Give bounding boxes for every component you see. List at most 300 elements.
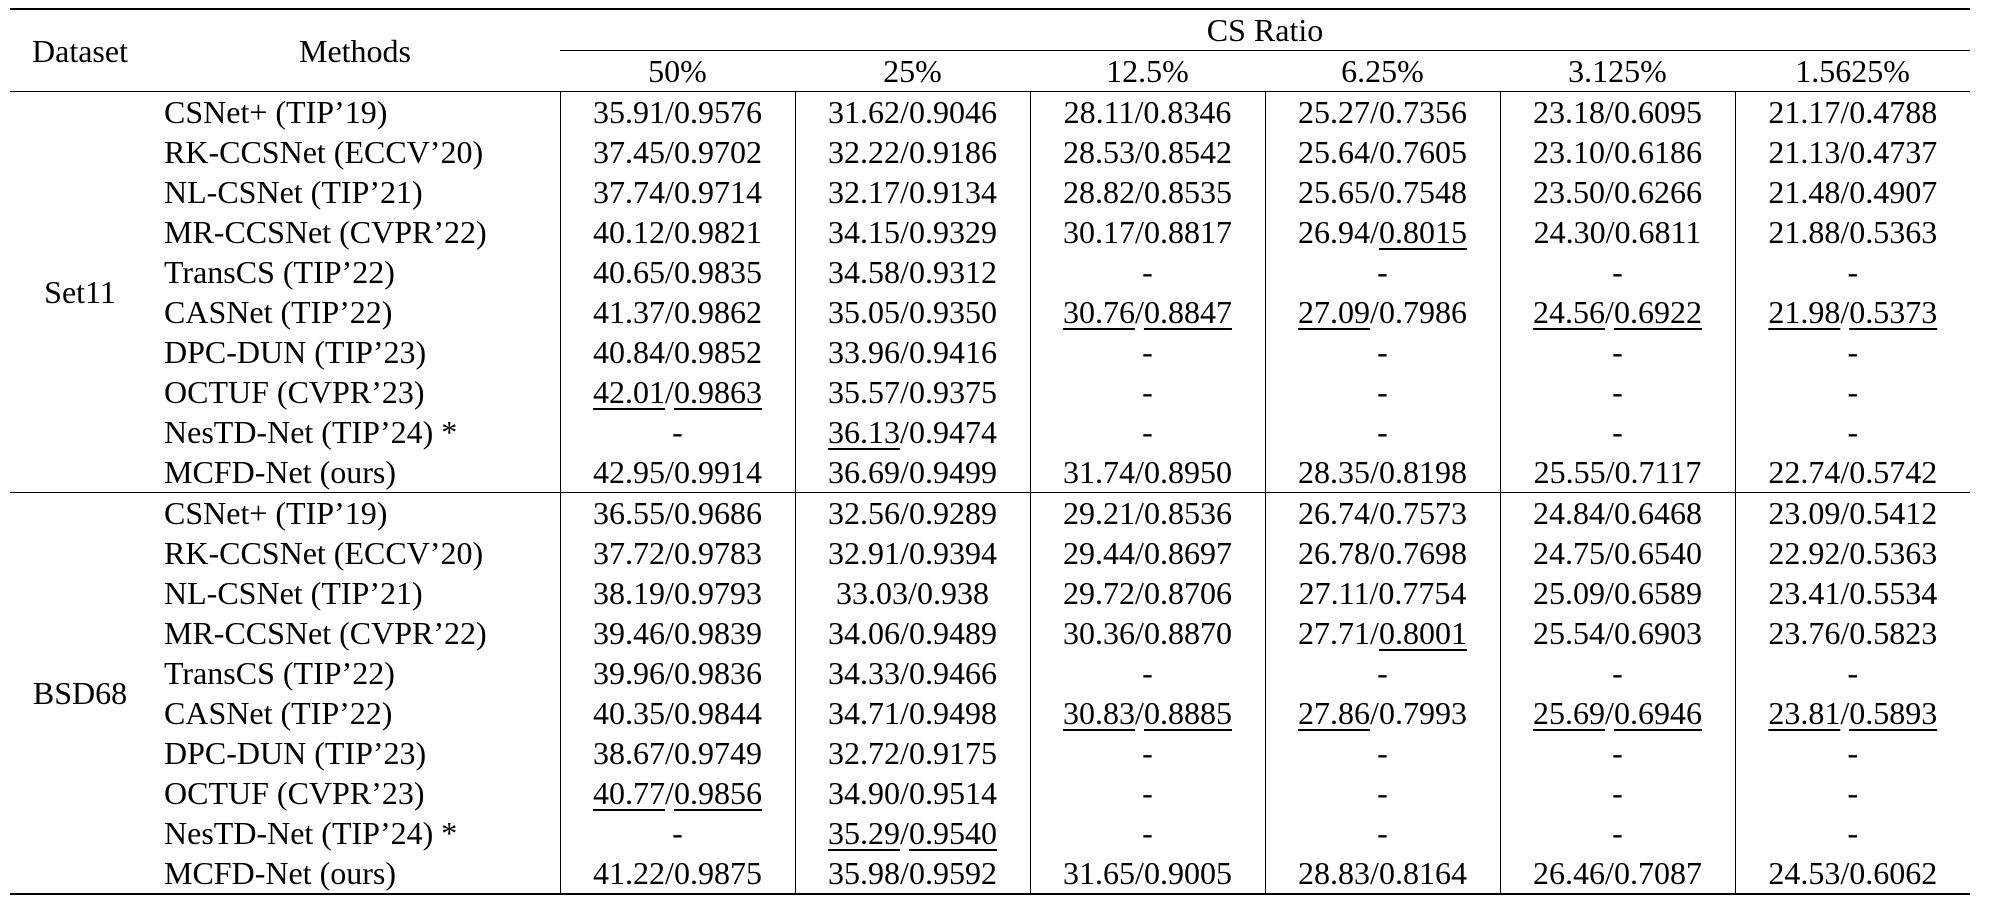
method-name: MCFD-Net (ours) [150, 853, 560, 894]
ssim-value: 0.9844 [673, 695, 762, 731]
ssim-value: 0.5373 [1849, 294, 1938, 330]
metric-separator: / [1840, 535, 1850, 571]
method-name: CASNet (TIP’22) [150, 693, 560, 733]
ssim-value: 0.9499 [908, 454, 997, 490]
metric-cell [1735, 92, 1970, 133]
metric-cell [1265, 733, 1500, 773]
ssim-value: 0.6589 [1613, 575, 1702, 611]
metric-cell [795, 132, 1030, 172]
metric-cell [560, 533, 795, 573]
table-row [10, 533, 1970, 573]
table-row [10, 813, 1970, 853]
metric-cell [1030, 372, 1265, 412]
psnr-value: 40.12 [593, 214, 666, 250]
psnr-value: 23.10 [1533, 134, 1606, 170]
metric-cell [560, 573, 795, 613]
metric-cell [795, 573, 1030, 613]
empty-value: - [1142, 334, 1153, 370]
ssim-value: 0.9856 [673, 775, 762, 811]
empty-value: - [1847, 735, 1859, 771]
ssim-value: 0.9540 [908, 815, 997, 851]
psnr-value: 21.48 [1768, 174, 1841, 210]
table-row [10, 452, 1970, 493]
ssim-value: 0.8001 [1378, 615, 1467, 651]
psnr-value: 34.15 [828, 214, 901, 250]
table-row [10, 573, 1970, 613]
dataset-label: Set11 [10, 92, 150, 493]
psnr-value: 22.74 [1768, 454, 1841, 490]
ssim-value: 0.9329 [908, 214, 997, 250]
method-name: RK-CCSNet (ECCV’20) [150, 132, 560, 172]
method-name: RK-CCSNet (ECCV’20) [150, 533, 560, 573]
method-name: NesTD-Net (TIP’24) * [150, 813, 560, 853]
table-row [10, 733, 1970, 773]
metric-cell [795, 773, 1030, 813]
psnr-value: 30.83 [1063, 695, 1136, 731]
ssim-value: 0.7986 [1378, 294, 1467, 330]
metric-separator: / [1370, 535, 1379, 571]
ratio-header-0: 50% [560, 51, 795, 92]
metric-cell [1265, 252, 1500, 292]
ssim-value: 0.8870 [1143, 615, 1232, 651]
metric-separator: / [1605, 535, 1614, 571]
metric-cell [560, 212, 795, 252]
metric-cell [1030, 533, 1265, 573]
metric-cell [795, 372, 1030, 412]
ssim-value: 0.5363 [1849, 214, 1938, 250]
metric-separator: / [1605, 174, 1614, 210]
metric-cell [1735, 252, 1970, 292]
metric-separator: / [1370, 174, 1379, 210]
metric-separator: / [1605, 695, 1614, 731]
metric-separator: / [900, 495, 909, 531]
ssim-value: 0.8198 [1378, 454, 1467, 490]
ssim-value: 0.9702 [673, 134, 762, 170]
metric-separator: / [1840, 214, 1850, 250]
ssim-value: 0.6811 [1614, 214, 1702, 250]
metric-separator: / [665, 134, 674, 170]
empty-value: - [1142, 254, 1153, 290]
metric-cell [795, 212, 1030, 252]
ssim-value: 0.6468 [1613, 495, 1702, 531]
metric-separator: / [900, 174, 909, 210]
metric-separator: / [900, 535, 909, 571]
psnr-value: 21.13 [1768, 134, 1841, 170]
metric-cell [1500, 332, 1735, 372]
metric-cell [795, 693, 1030, 733]
metric-cell [795, 172, 1030, 212]
ssim-value: 0.6062 [1849, 855, 1938, 891]
ssim-value: 0.8015 [1378, 214, 1467, 250]
metric-cell [560, 493, 795, 534]
metric-separator: / [1134, 94, 1144, 130]
metric-separator: / [900, 414, 909, 450]
table-row [10, 132, 1970, 172]
metric-cell [1735, 653, 1970, 693]
empty-value: - [1142, 655, 1153, 691]
metric-cell [1500, 493, 1735, 534]
ssim-value: 0.8885 [1143, 695, 1232, 731]
psnr-value: 36.13 [828, 414, 901, 450]
metric-separator: / [1135, 615, 1144, 651]
metric-cell [1265, 853, 1500, 894]
metric-cell [1265, 172, 1500, 212]
ssim-value: 0.9576 [673, 94, 762, 130]
dataset-header: Dataset [10, 9, 150, 92]
ssim-value: 0.9466 [908, 655, 997, 691]
psnr-value: 28.11 [1063, 94, 1135, 130]
empty-value: - [672, 414, 683, 450]
psnr-value: 38.67 [593, 735, 666, 771]
ssim-value: 0.9592 [908, 855, 997, 891]
ssim-value: 0.8164 [1378, 855, 1467, 891]
ssim-value: 0.9862 [673, 294, 762, 330]
table-row [10, 292, 1970, 332]
metric-cell [1500, 693, 1735, 733]
psnr-value: 32.56 [828, 495, 901, 531]
empty-value: - [1377, 655, 1388, 691]
ssim-value: 0.9852 [673, 334, 762, 370]
metric-cell [795, 252, 1030, 292]
ssim-value: 0.7356 [1378, 94, 1467, 130]
psnr-value: 21.17 [1768, 94, 1841, 130]
psnr-value: 37.72 [593, 535, 666, 571]
ssim-value: 0.9686 [673, 495, 762, 531]
metric-cell [1030, 733, 1265, 773]
psnr-value: 23.18 [1533, 94, 1606, 130]
metric-separator: / [665, 254, 674, 290]
empty-value: - [1142, 414, 1153, 450]
table-row [10, 172, 1970, 212]
psnr-value: 25.55 [1533, 454, 1606, 490]
table-row [10, 332, 1970, 372]
metric-cell [1030, 132, 1265, 172]
empty-value: - [1612, 735, 1623, 771]
psnr-value: 34.06 [828, 615, 901, 651]
empty-value: - [1612, 775, 1623, 811]
metric-separator: / [665, 174, 674, 210]
metric-cell [1735, 172, 1970, 212]
empty-value: - [1847, 254, 1859, 290]
metric-separator: / [1605, 294, 1614, 330]
psnr-value: 26.46 [1533, 855, 1606, 891]
ssim-value: 0.5823 [1849, 615, 1938, 651]
psnr-value: 39.96 [593, 655, 666, 691]
ssim-value: 0.9134 [908, 174, 997, 210]
psnr-value: 26.74 [1298, 495, 1371, 531]
metric-separator: / [908, 575, 917, 611]
psnr-value: 31.62 [828, 94, 901, 130]
ssim-value: 0.9175 [908, 735, 997, 771]
metric-separator: / [1135, 535, 1144, 571]
table-row [10, 693, 1970, 733]
metric-separator: / [900, 615, 909, 651]
psnr-value: 32.72 [828, 735, 901, 771]
method-name: DPC-DUN (TIP’23) [150, 733, 560, 773]
metric-cell [1735, 212, 1970, 252]
psnr-value: 34.90 [828, 775, 901, 811]
ssim-value: 0.9836 [673, 655, 762, 691]
metric-separator: / [1135, 214, 1144, 250]
metric-separator: / [665, 775, 674, 811]
psnr-value: 26.78 [1298, 535, 1371, 571]
method-name: DPC-DUN (TIP’23) [150, 332, 560, 372]
psnr-value: 27.11 [1298, 575, 1370, 611]
metric-cell [1030, 212, 1265, 252]
metric-cell [560, 693, 795, 733]
empty-value: - [1847, 775, 1859, 811]
psnr-value: 23.81 [1768, 695, 1841, 731]
ssim-value: 0.4788 [1849, 94, 1938, 130]
method-name: OCTUF (CVPR’23) [150, 372, 560, 412]
metric-cell [1030, 613, 1265, 653]
metric-separator: / [1605, 94, 1614, 130]
psnr-value: 39.46 [593, 615, 666, 651]
metric-cell [1265, 773, 1500, 813]
metric-cell [1500, 813, 1735, 853]
results-body [10, 92, 1970, 895]
metric-cell [560, 653, 795, 693]
metric-cell [1500, 533, 1735, 573]
psnr-value: 41.22 [593, 855, 666, 891]
metric-separator: / [1370, 495, 1379, 531]
method-name: NL-CSNet (TIP’21) [150, 172, 560, 212]
psnr-value: 38.19 [593, 575, 666, 611]
ssim-value: 0.9005 [1143, 855, 1232, 891]
metric-cell [1735, 372, 1970, 412]
ssim-value: 0.8542 [1143, 134, 1232, 170]
ratio-header-3: 6.25% [1265, 51, 1500, 92]
psnr-value: 32.22 [828, 134, 901, 170]
ssim-value: 0.6540 [1613, 535, 1702, 571]
metric-separator: / [1605, 615, 1614, 651]
metric-cell [795, 332, 1030, 372]
metric-cell [795, 813, 1030, 853]
psnr-value: 34.33 [828, 655, 901, 691]
metric-cell [1500, 773, 1735, 813]
psnr-value: 40.65 [593, 254, 666, 290]
metric-separator: / [1840, 294, 1850, 330]
metric-cell [1500, 172, 1735, 212]
metric-separator: / [1135, 695, 1144, 731]
psnr-value: 42.95 [593, 454, 666, 490]
ssim-value: 0.9416 [908, 334, 997, 370]
empty-value: - [1612, 254, 1623, 290]
metric-separator: / [665, 334, 674, 370]
metric-separator: / [900, 334, 909, 370]
metric-separator: / [665, 855, 674, 891]
metric-cell [795, 92, 1030, 133]
metric-cell [1030, 332, 1265, 372]
metric-separator: / [900, 815, 909, 851]
psnr-value: 35.98 [828, 855, 901, 891]
metric-cell [1735, 292, 1970, 332]
metric-separator: / [1605, 495, 1614, 531]
metric-cell [560, 813, 795, 853]
method-name: MCFD-Net (ours) [150, 452, 560, 493]
metric-cell [1030, 653, 1265, 693]
metric-separator: / [1135, 855, 1144, 891]
psnr-value: 30.36 [1063, 615, 1136, 651]
metric-cell [795, 493, 1030, 534]
metric-cell [1735, 332, 1970, 372]
ssim-value: 0.9863 [673, 374, 762, 410]
psnr-value: 24.30 [1533, 214, 1606, 250]
psnr-value: 40.77 [593, 775, 666, 811]
metric-cell [795, 452, 1030, 493]
metric-separator: / [1605, 855, 1614, 891]
ssim-value: 0.8817 [1143, 214, 1232, 250]
metric-separator: / [665, 94, 674, 130]
metric-separator: / [900, 134, 909, 170]
ssim-value: 0.9714 [673, 174, 762, 210]
ssim-value: 0.9474 [908, 414, 997, 450]
metric-cell [1500, 92, 1735, 133]
psnr-value: 24.75 [1533, 535, 1606, 571]
metric-separator: / [1135, 495, 1144, 531]
metric-cell [1735, 773, 1970, 813]
metric-cell [1735, 613, 1970, 653]
metric-cell [1735, 493, 1970, 534]
results-table [10, 8, 1970, 895]
psnr-value: 34.71 [828, 695, 901, 731]
metric-cell [1265, 412, 1500, 452]
empty-value: - [1142, 815, 1153, 851]
psnr-value: 23.76 [1768, 615, 1841, 651]
method-name: MR-CCSNet (CVPR’22) [150, 212, 560, 252]
table-row [10, 252, 1970, 292]
metric-cell [1500, 412, 1735, 452]
psnr-value: 33.03 [836, 575, 909, 611]
metric-cell [1735, 132, 1970, 172]
metric-cell [795, 533, 1030, 573]
psnr-value: 25.54 [1533, 615, 1606, 651]
metric-cell [1265, 533, 1500, 573]
metric-cell [560, 172, 795, 212]
metric-cell [560, 332, 795, 372]
psnr-value: 37.74 [593, 174, 666, 210]
empty-value: - [1847, 414, 1859, 450]
ssim-value: 0.938 [916, 575, 989, 611]
ssim-value: 0.9839 [673, 615, 762, 651]
ssim-value: 0.9046 [908, 94, 997, 130]
metric-cell [795, 853, 1030, 894]
metric-separator: / [1370, 855, 1379, 891]
metric-cell [560, 613, 795, 653]
metric-cell [1030, 693, 1265, 733]
metric-cell [1500, 292, 1735, 332]
empty-value: - [1377, 334, 1388, 370]
metric-separator: / [1135, 174, 1144, 210]
metric-cell [795, 653, 1030, 693]
metric-cell [1500, 132, 1735, 172]
empty-value: - [1142, 775, 1153, 811]
metric-separator: / [1605, 214, 1615, 250]
methods-header: Methods [150, 9, 560, 92]
empty-value: - [1612, 334, 1623, 370]
psnr-value: 25.65 [1298, 174, 1371, 210]
empty-value: - [1377, 254, 1388, 290]
metric-separator: / [900, 294, 909, 330]
ssim-value: 0.8346 [1143, 94, 1232, 130]
psnr-value: 29.44 [1063, 535, 1136, 571]
psnr-value: 28.82 [1063, 174, 1136, 210]
metric-cell [1500, 853, 1735, 894]
metric-cell [560, 733, 795, 773]
metric-separator: / [900, 695, 909, 731]
metric-cell [1030, 573, 1265, 613]
ssim-value: 0.7117 [1614, 454, 1702, 490]
method-name: MR-CCSNet (CVPR’22) [150, 613, 560, 653]
ssim-value: 0.7754 [1378, 575, 1467, 611]
empty-value: - [1847, 815, 1859, 851]
metric-cell [1500, 372, 1735, 412]
method-name: OCTUF (CVPR’23) [150, 773, 560, 813]
ssim-value: 0.9375 [908, 374, 997, 410]
metric-separator: / [900, 735, 909, 771]
metric-separator: / [1840, 855, 1850, 891]
metric-separator: / [665, 695, 674, 731]
ssim-value: 0.8697 [1143, 535, 1232, 571]
empty-value: - [1847, 334, 1859, 370]
psnr-value: 28.53 [1063, 134, 1136, 170]
metric-cell [1735, 813, 1970, 853]
metric-separator: / [665, 655, 674, 691]
table-row [10, 853, 1970, 894]
metric-separator: / [1370, 454, 1379, 490]
metric-separator: / [1370, 134, 1379, 170]
ssim-value: 0.9875 [673, 855, 762, 891]
ssim-value: 0.5363 [1849, 535, 1938, 571]
ssim-value: 0.5742 [1849, 454, 1938, 490]
metric-cell [560, 132, 795, 172]
ssim-value: 0.9783 [673, 535, 762, 571]
table-row [10, 372, 1970, 412]
psnr-value: 27.86 [1298, 695, 1371, 731]
ratio-header-5: 1.5625% [1735, 51, 1970, 92]
ssim-value: 0.9498 [908, 695, 997, 731]
ssim-value: 0.9312 [908, 254, 997, 290]
empty-value: - [1377, 735, 1388, 771]
ssim-value: 0.8847 [1143, 294, 1232, 330]
psnr-value: 35.05 [828, 294, 901, 330]
ssim-value: 0.9749 [673, 735, 762, 771]
metric-separator: / [900, 254, 909, 290]
metric-cell [1500, 653, 1735, 693]
ssim-value: 0.6946 [1613, 695, 1702, 731]
cs-ratio-header: CS Ratio [560, 9, 1970, 51]
metric-cell [1265, 493, 1500, 534]
metric-cell [1500, 212, 1735, 252]
metric-separator: / [1135, 294, 1144, 330]
ssim-value: 0.6922 [1613, 294, 1702, 330]
psnr-value: 32.91 [828, 535, 901, 571]
metric-separator: / [665, 454, 674, 490]
psnr-value: 29.72 [1063, 575, 1136, 611]
psnr-value: 35.91 [593, 94, 666, 130]
metric-separator: / [1840, 575, 1850, 611]
dataset-label: BSD68 [10, 493, 150, 895]
table-row [10, 92, 1970, 133]
metric-cell [1500, 613, 1735, 653]
metric-cell [1030, 292, 1265, 332]
psnr-value: 31.65 [1063, 855, 1136, 891]
metric-separator: / [665, 294, 674, 330]
ssim-value: 0.9835 [673, 254, 762, 290]
ssim-value: 0.8536 [1143, 495, 1232, 531]
psnr-value: 42.01 [593, 374, 666, 410]
ssim-value: 0.7993 [1378, 695, 1467, 731]
